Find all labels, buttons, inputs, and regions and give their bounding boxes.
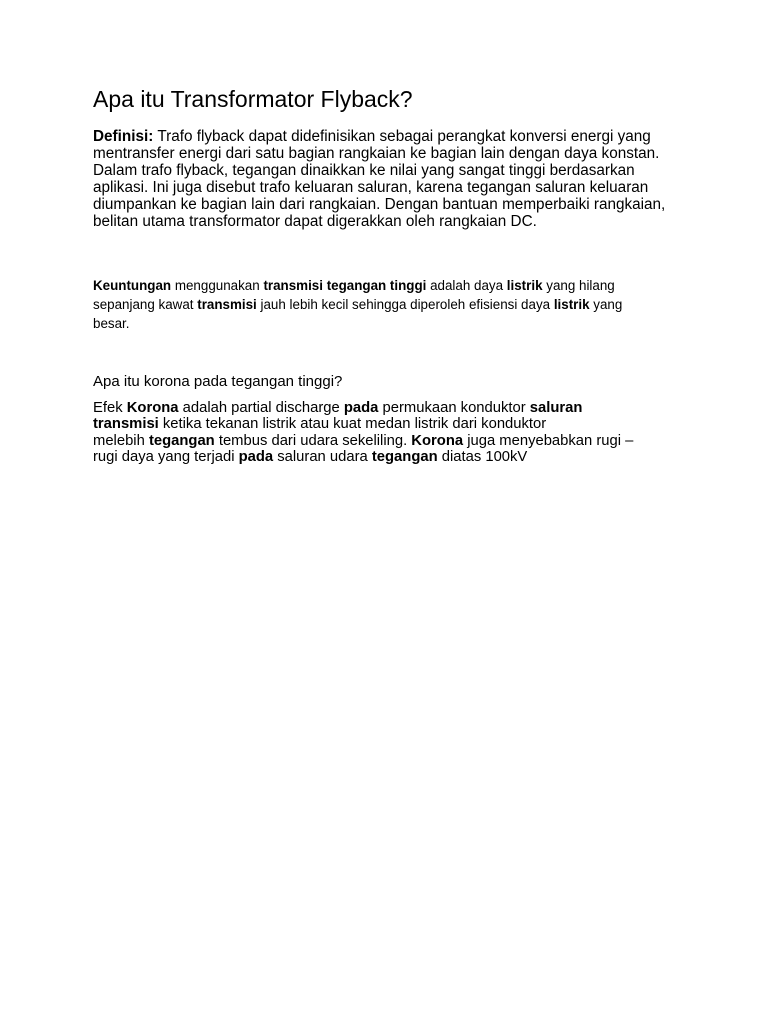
definition-line: belitan utama transformator dapat digerakkan oleh rangkaian DC. bbox=[93, 213, 537, 230]
body-text: diatas 100kV bbox=[437, 449, 528, 466]
advantage-line bbox=[93, 295, 693, 314]
korona-line bbox=[93, 449, 693, 465]
definition-label: Definisi: bbox=[93, 128, 154, 145]
bold-term: pada bbox=[238, 449, 274, 466]
definition-line: mentransfer energi dari satu bagian rangkaian ke bagian lain dengan daya konstan. bbox=[93, 145, 660, 162]
body-text: jauh lebih kecil sehingga diperoleh efisiensi daya bbox=[256, 297, 554, 312]
bold-term: Korona bbox=[411, 432, 464, 449]
bold-term: transmisi bbox=[93, 416, 159, 433]
definition-paragraph bbox=[93, 128, 693, 230]
bold-term: listrik bbox=[553, 297, 590, 312]
body-text: tembus dari udara sekeliling. bbox=[214, 432, 412, 449]
bold-term: Keuntungan bbox=[93, 278, 172, 293]
body-text: melebih bbox=[93, 432, 149, 449]
advantage-line bbox=[93, 276, 693, 295]
body-text: sepanjang kawat bbox=[93, 297, 198, 312]
korona-paragraph bbox=[93, 400, 693, 466]
body-text: ketika tekanan listrik atau kuat medan listrik dari konduktor bbox=[158, 416, 547, 433]
definition-text: Trafo flyback dapat didefinisikan sebagai perangkat konversi energi yang bbox=[157, 128, 651, 145]
definition-line: Dalam trafo flyback, tegangan dinaikkan ke nilai yang sangat tinggi berdasarkan bbox=[93, 162, 635, 179]
body-text: rugi daya yang terjadi bbox=[93, 449, 239, 466]
body-text: adalah partial discharge bbox=[178, 400, 344, 416]
body-text: juga menyebabkan rugi – bbox=[463, 432, 634, 449]
body-text: yang bbox=[589, 297, 623, 312]
page-title: Apa itu Transformator Flyback? bbox=[93, 86, 413, 112]
body-text: Efek bbox=[93, 400, 127, 416]
korona-line bbox=[93, 433, 693, 449]
bold-term: pada bbox=[343, 400, 379, 416]
body-text: saluran udara bbox=[273, 449, 372, 466]
body-text: menggunakan bbox=[171, 278, 264, 293]
body-text: yang hilang bbox=[542, 278, 615, 293]
bold-term: transmisi bbox=[197, 297, 257, 312]
definition-line: diumpankan ke bagian lain dari rangkaian. Dengan bantuan memperbaiki rangkaian, bbox=[93, 196, 666, 213]
advantage-paragraph bbox=[93, 276, 693, 333]
korona-question: Apa itu korona pada tegangan tinggi? bbox=[93, 373, 343, 390]
bold-term: tegangan bbox=[371, 449, 438, 466]
korona-line bbox=[93, 400, 693, 416]
definition-line: aplikasi. Ini juga disebut trafo keluaran saluran, karena tegangan saluran keluaran bbox=[93, 179, 649, 196]
definition-line bbox=[93, 128, 693, 145]
body-text: adalah daya bbox=[426, 278, 507, 293]
bold-term: tegangan bbox=[148, 432, 215, 449]
korona-line bbox=[93, 416, 693, 432]
body-text: permukaan konduktor bbox=[378, 400, 530, 416]
bold-term: saluran bbox=[529, 400, 583, 416]
bold-term: Korona bbox=[126, 400, 179, 416]
bold-term: listrik bbox=[506, 278, 543, 293]
advantage-line: besar. bbox=[93, 316, 130, 331]
bold-term: transmisi tegangan tinggi bbox=[263, 278, 427, 293]
